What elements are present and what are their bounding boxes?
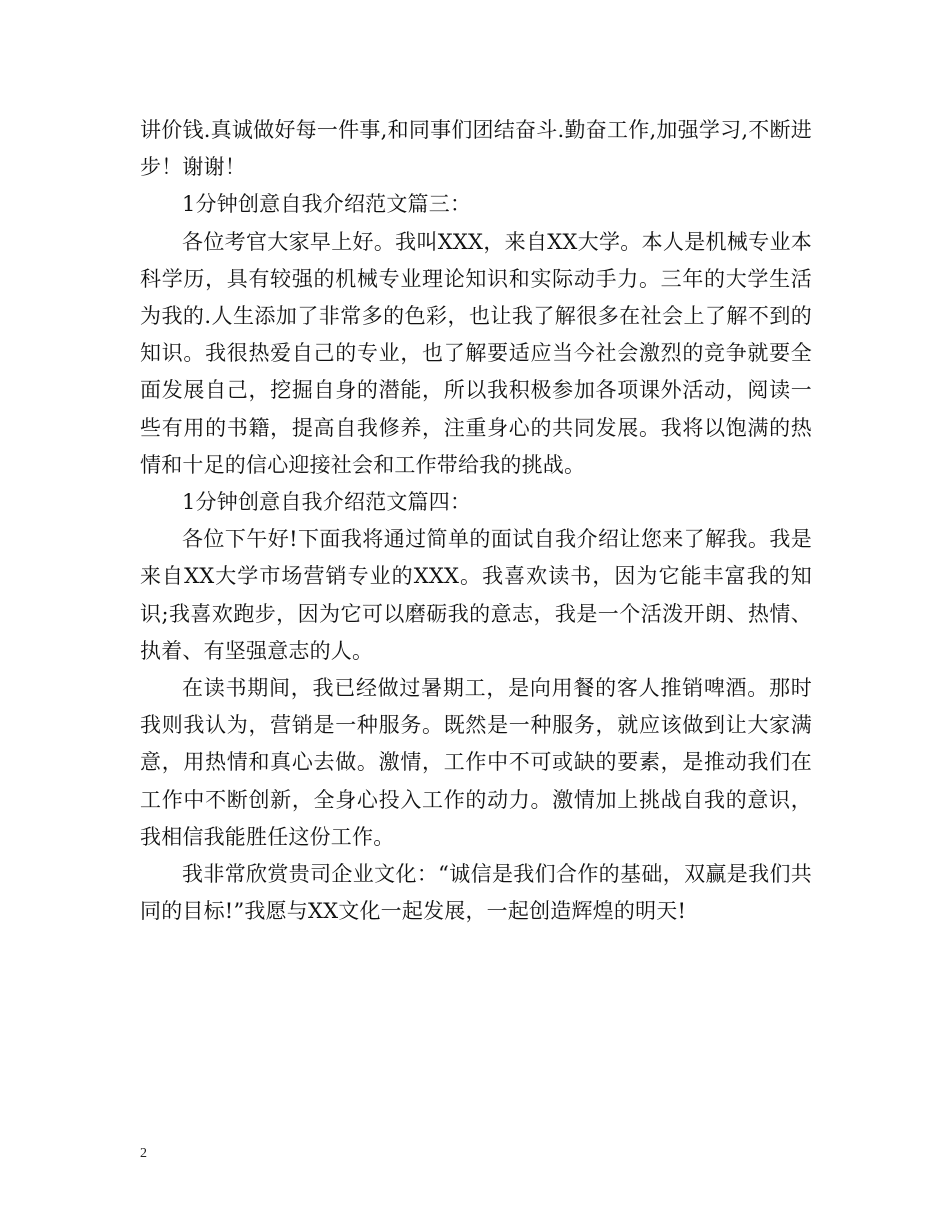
section-heading-part-three: 1分钟创意自我介绍范文篇三：: [182, 192, 472, 217]
page-number: 2: [140, 1146, 147, 1161]
document-body: [140, 112, 812, 930]
section-heading-part-four: 1分钟创意自我介绍范文篇四：: [182, 490, 472, 515]
paragraph-part-four-closing: 我非常欣赏贵司企业文化：“诚信是我们合作的基础，双赢是我们共同的目标!”我愿与XX文化一起发展，一起创造辉煌的明天!: [140, 862, 812, 924]
paragraph-part-three: 各位考官大家早上好。我叫XXX，来自XX大学。本人是机械专业本科学历，具有较强的机械专业理论知识和实际动手力。三年的大学生活为我的.人生添加了非常多的色彩，也让我了解很多在社会上了解不到的知识。我很热爱自己的专业，也了解要适应当今社会激烈的竞争就要全面发展自己，挖掘自身的潜能，所以我积极参加各项课外活动，阅读一些有用的书籍，提高自我修养，注重身心的共同发展。我将以饱满的热情和十足的信心迎接社会和工作带给我的挑战。: [140, 229, 812, 477]
paragraph-part-four-experience: 在读书期间，我已经做过暑期工，是向用餐的客人推销啤酒。那时我则我认为，营销是一种服务。既然是一种服务，就应该做到让大家满意，用热情和真心去做。激情，工作中不可或缺的要素，是推动我们在工作中不断创新，全身心投入工作的动力。激情加上挑战自我的意识，我相信我能胜任这份工作。: [140, 676, 812, 849]
paragraph-continuation: 讲价钱.真诚做好每一件事,和同事们团结奋斗.勤奋工作,加强学习,不断进步！谢谢！: [140, 118, 812, 180]
paragraph-part-four-intro: 各位下午好!下面我将通过简单的面试自我介绍让您来了解我。我是来自XX大学市场营销专业的XXX。我喜欢读书，因为它能丰富我的知识;我喜欢跑步，因为它可以磨砺我的意志，我是一个活泼开朗、热情、执着、有坚强意志的人。: [140, 527, 812, 663]
